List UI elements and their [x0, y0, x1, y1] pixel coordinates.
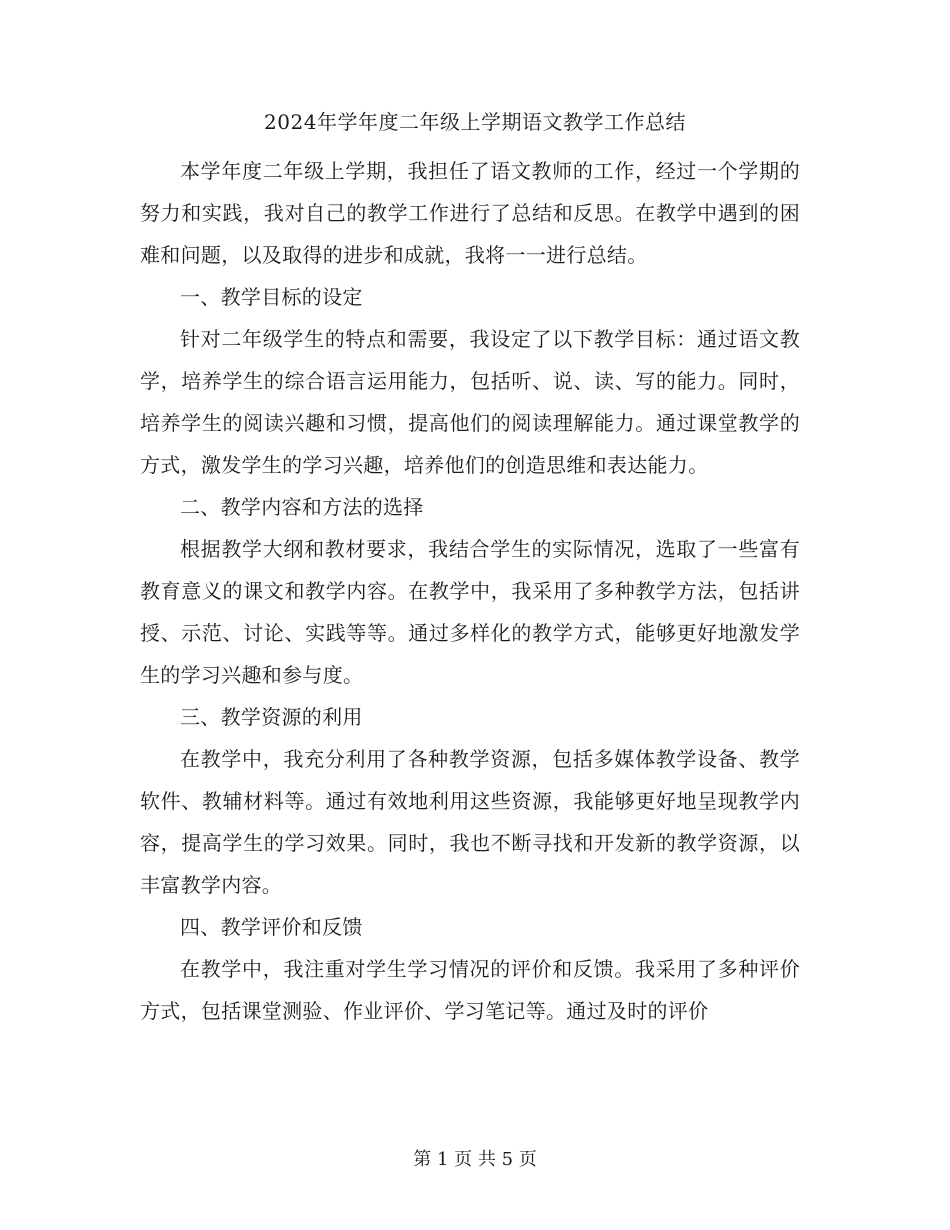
section-paragraph-2: 根据教学大纲和教材要求，我结合学生的实际情况，选取了一些富有教育意义的课文和教学内容。在教学中，我采用了多种教学方法，包括讲授、示范、讨论、实践等等。通过多样化的教学方式，能够更好地激发学生的学习兴趣和参与度。: [140, 537, 800, 687]
document-title: 2024年学年度二年级上学期语文教学工作总结: [264, 110, 686, 134]
page-number-footer: 第 1 页 共 5 页: [413, 1149, 537, 1170]
section-heading-2: 二、教学内容和方法的选择: [180, 495, 424, 519]
document-body: [140, 150, 800, 1032]
section-paragraph-1: 针对二年级学生的特点和需要，我设定了以下教学目标：通过语文教学，培养学生的综合语言运用能力，包括听、说、读、写的能力。同时，培养学生的阅读兴趣和习惯，提高他们的阅读理解能力。通过课堂教学的方式，激发学生的学习兴趣，培养他们的创造思维和表达能力。: [140, 327, 800, 477]
intro-paragraph: 本学年度二年级上学期，我担任了语文教师的工作，经过一个学期的努力和实践，我对自己的教学工作进行了总结和反思。在教学中遇到的困难和问题，以及取得的进步和成就，我将一一进行总结。: [140, 159, 800, 267]
section-heading-1: 一、教学目标的设定: [180, 285, 363, 309]
section-paragraph-4: 在教学中，我注重对学生学习情况的评价和反馈。我采用了多种评价方式，包括课堂测验、作业评价、学习笔记等。通过及时的评价: [140, 957, 800, 1023]
section-heading-4: 四、教学评价和反馈: [180, 915, 363, 939]
section-heading-3: 三、教学资源的利用: [180, 705, 363, 729]
section-paragraph-3: 在教学中，我充分利用了各种教学资源，包括多媒体教学设备、教学软件、教辅材料等。通过有效地利用这些资源，我能够更好地呈现教学内容，提高学生的学习效果。同时，我也不断寻找和开发新的教学资源，以丰富教学内容。: [140, 747, 800, 897]
